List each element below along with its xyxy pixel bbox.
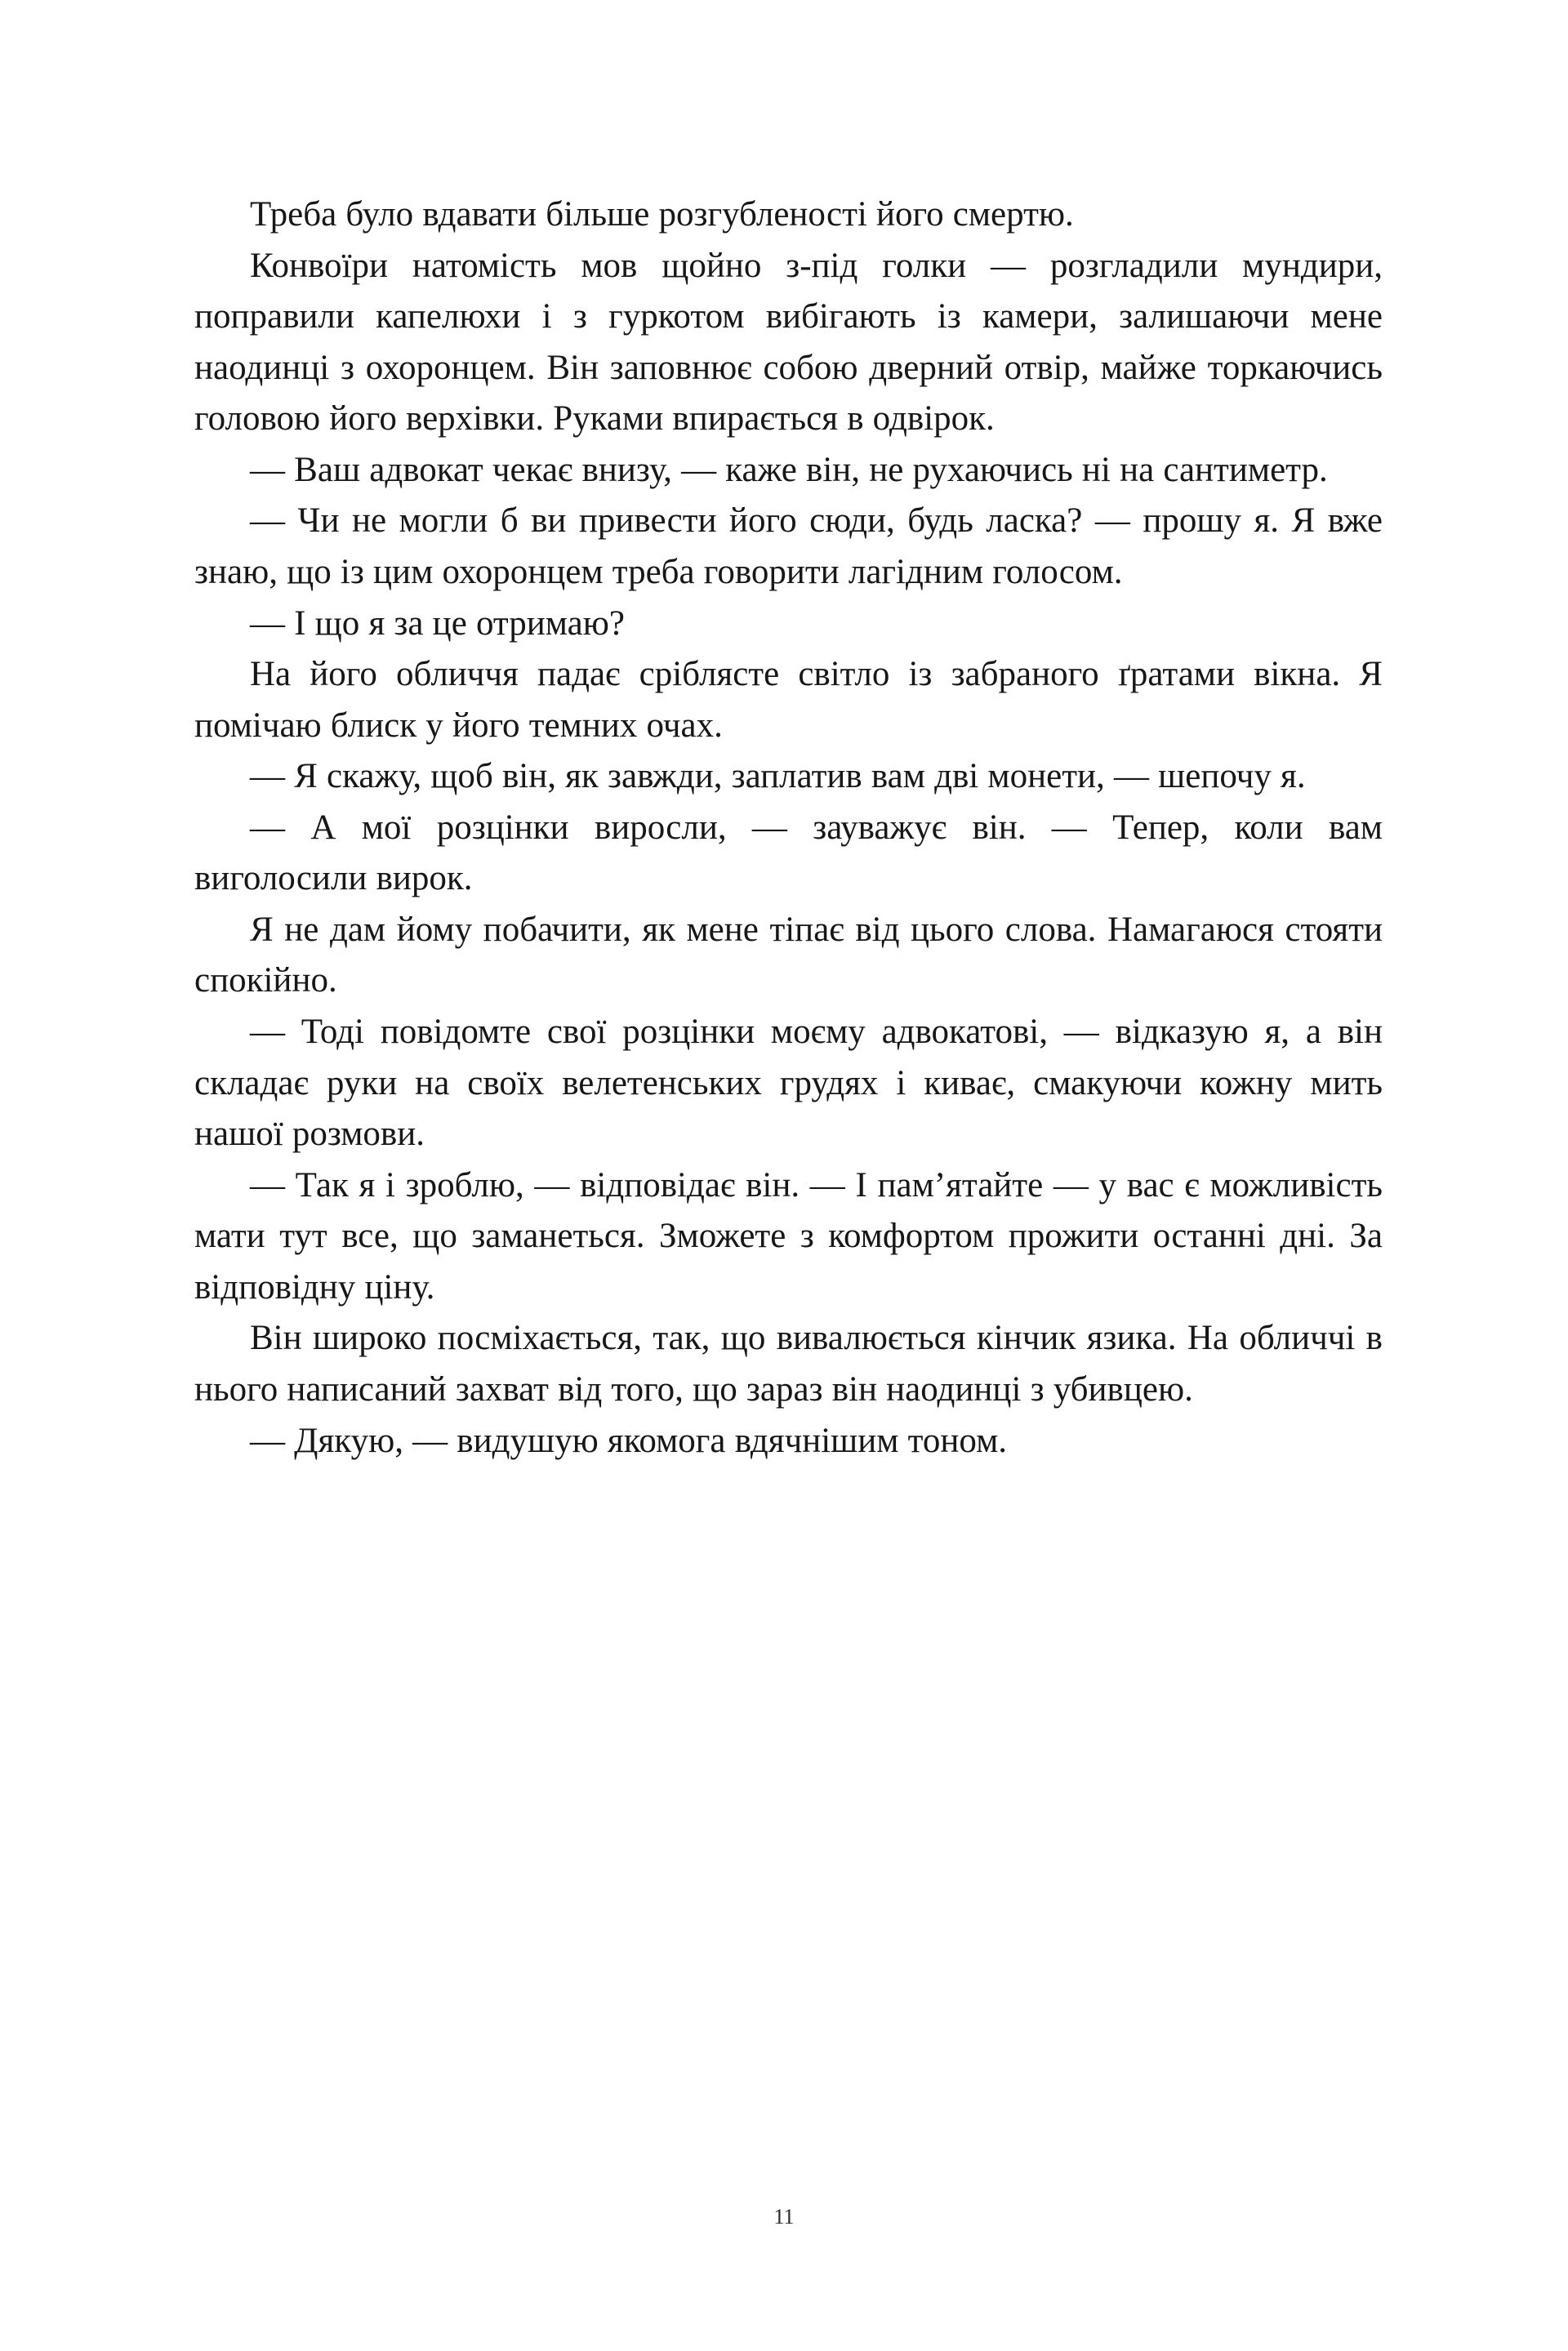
paragraph: — Я скажу, щоб він, як завжди, заплатив вам дві монети, — шепочу я. — [250, 757, 1306, 796]
paragraph: Конвоїри натомість мов щойно з-під голки — розгладили мундири, поправили капелюхи і з гуркотом вибігають із камери, залишаючи мене наодинці з охоронцем. Він заповнює собою дверний отвір, майже торкаючись головою його верхівки. Руками впирається в одвірок. — [194, 246, 1383, 439]
paragraph: — І що я за це отримаю? — [250, 603, 625, 643]
paragraph: Треба було вдавати більше розгубленості його смертю. — [250, 195, 1074, 234]
paragraph: — Так я і зроблю, — відповідає він. — І пам’ятайте — у вас є можливість мати тут все, що заманеться. Зможете з комфортом прожити останні дні. За відповідну ціну. — [194, 1165, 1383, 1307]
paragraph: — Чи не могли б ви привести його сюди, будь ласка? — прошу я. Я вже знаю, що із цим охоронцем треба говорити лагідним голосом. — [194, 501, 1383, 591]
page-number: 11 — [773, 2205, 795, 2229]
paragraph: — Дякую, — видушую якомога вдячнішим тоном. — [250, 1421, 1008, 1460]
paragraph: На його обличчя падає сріблясте світло із забраного ґратами вікна. Я помічаю блиск у його темних очах. — [194, 655, 1383, 745]
paragraph: — Тоді повідомте свої розцінки моєму адвокатові, — відказую я, а він складає руки на своїх велетенських грудях і киває, смакуючи кожну мить нашої розмови. — [194, 1013, 1383, 1154]
body-text — [194, 189, 1383, 1467]
paragraph: — А мої розцінки виросли, — зауважує він. — Тепер, коли вам виголосили вирок. — [194, 808, 1383, 898]
paragraph: — Ваш адвокат чекає внизу, — каже він, не рухаючись ні на сантиметр. — [250, 450, 1328, 489]
paragraph: Я не дам йому побачити, як мене тіпає від цього слова. Намагаюся стояти спокійно. — [194, 910, 1383, 1000]
paragraph: Він широко посміхається, так, що вивалюється кінчик язика. На обличчі в нього написаний захват від того, що зараз він наодинці з убивцею. — [194, 1319, 1383, 1409]
